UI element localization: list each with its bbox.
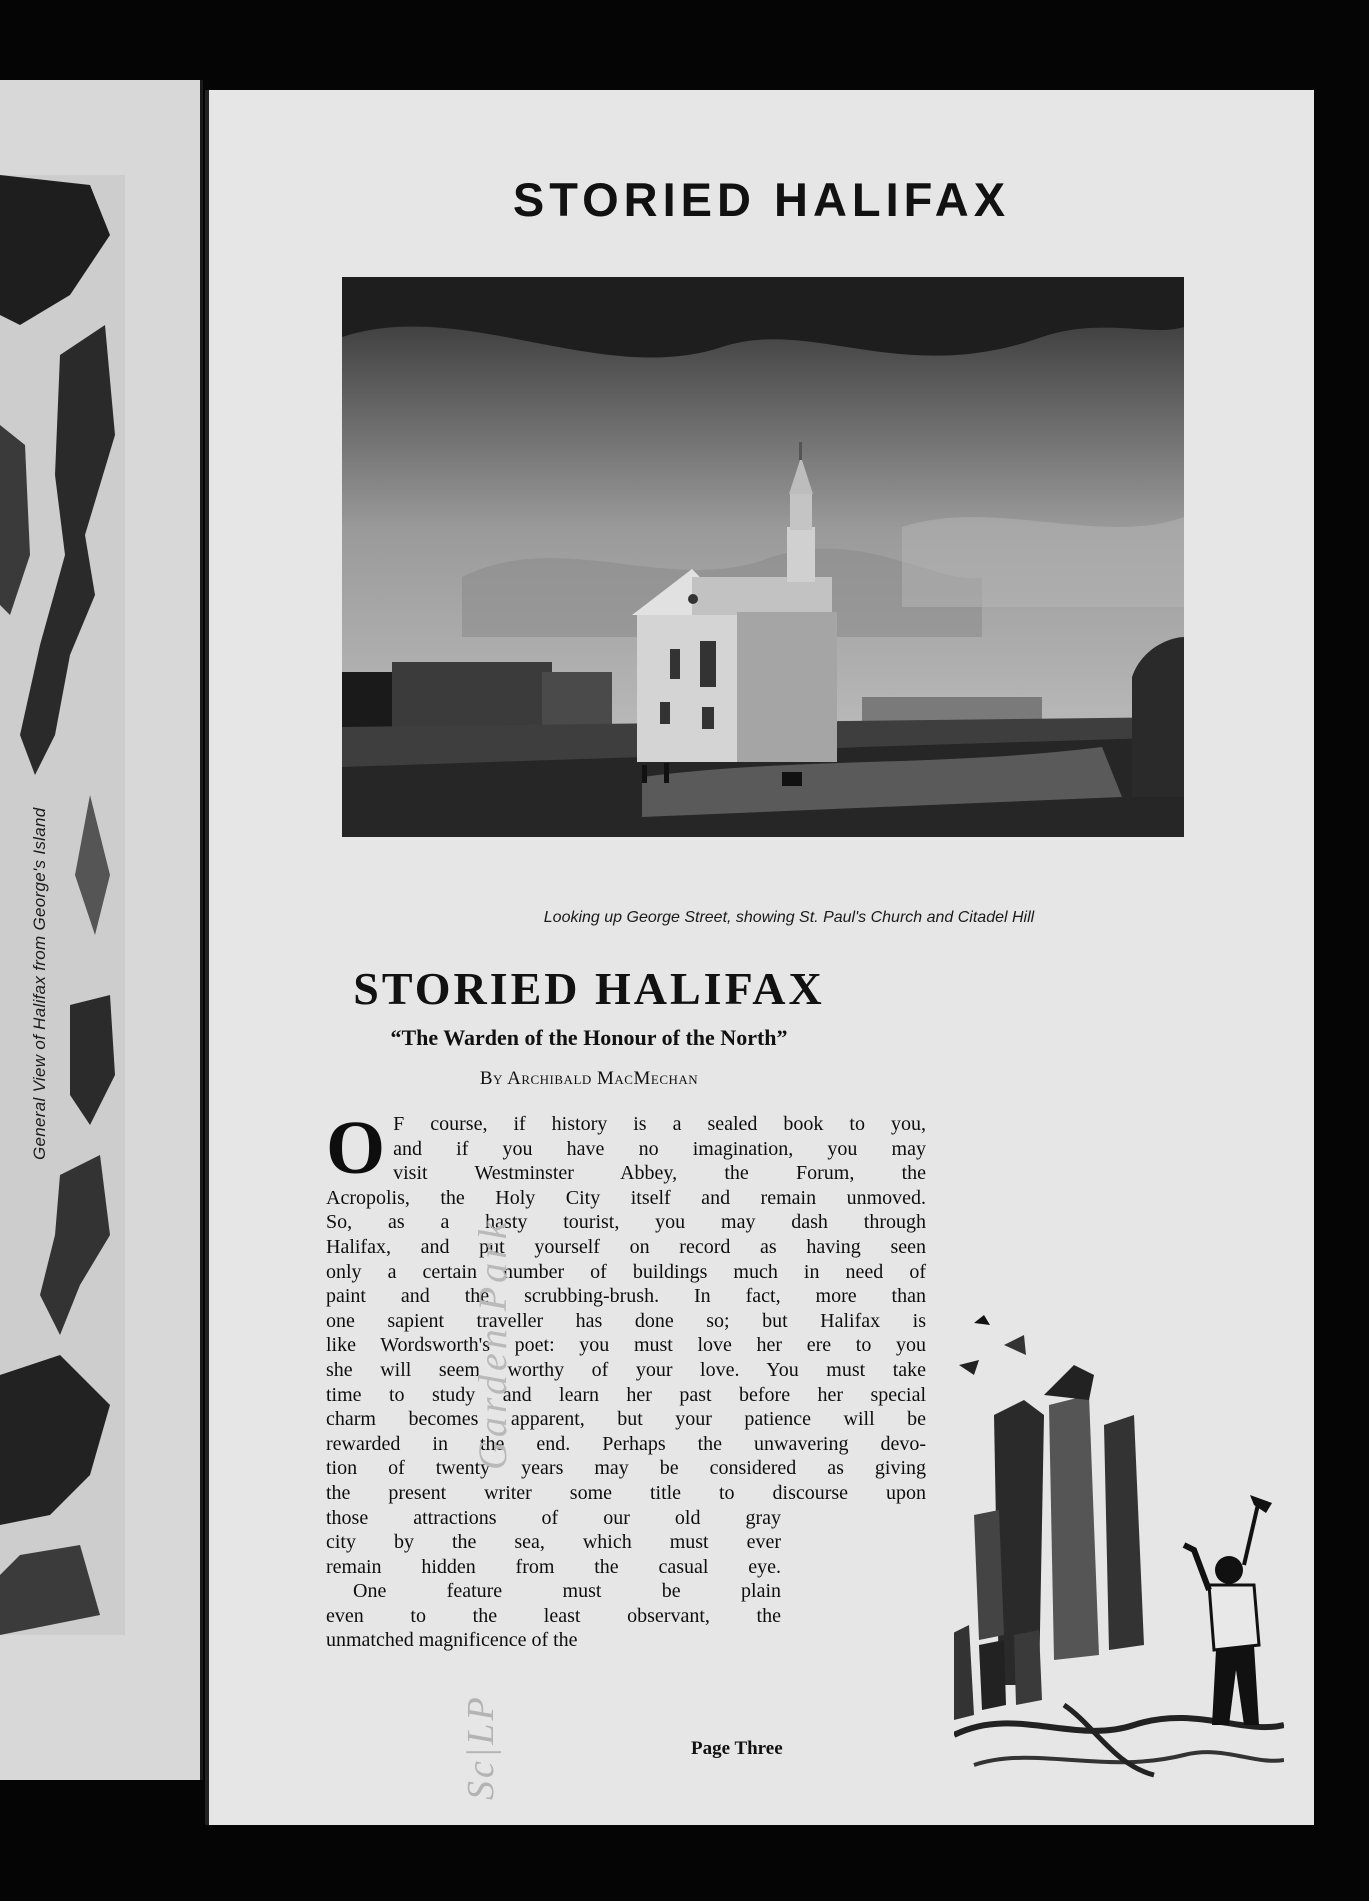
- drop-cap: O: [326, 1106, 386, 1190]
- body-line: charm becomes apparent, but your patience will be: [326, 1408, 926, 1431]
- body-line: tion of twenty years may be considered as giving: [326, 1457, 926, 1480]
- body-line: she will seem worthy of your love. You must take: [326, 1358, 926, 1381]
- body-line: Acropolis, the Holy City itself and remain unmoved.: [326, 1186, 926, 1209]
- body-line: one sapient traveller has done so; but Halifax is: [326, 1309, 926, 1332]
- article-title: STORIED HALIFAX: [353, 963, 825, 1014]
- byline: By Archibald MacMechan: [479, 1068, 699, 1089]
- body-line: visit Westminster Abbey, the Forum, the: [393, 1162, 926, 1185]
- body-line: and if you have no imagination, you may: [393, 1137, 926, 1160]
- body-line: remain hidden from the casual eye.: [326, 1555, 781, 1578]
- body-line: those attractions of our old gray: [326, 1506, 781, 1529]
- article-subtitle: “The Warden of the Honour of the North”: [390, 1025, 788, 1050]
- body-line: Halifax, and put yourself on record as having seen: [326, 1235, 926, 1258]
- body-line: city by the sea, which must ever: [326, 1531, 781, 1554]
- handwritten-shelfmark: Sc|LP: [460, 1694, 502, 1800]
- body-line: F course, if history is a sealed book to you,: [393, 1113, 926, 1135]
- body-line: time to study and learn her past before her special: [326, 1383, 926, 1406]
- body-line: So, as a hasty tourist, you may dash through: [326, 1211, 926, 1234]
- left-page-caption: General View of Halifax from George's Island: [30, 807, 49, 1160]
- body-line: One feature must be plain: [353, 1580, 781, 1603]
- church-illustration: [342, 277, 1184, 837]
- page-number: Page Three: [691, 1738, 783, 1759]
- woodcutter-illustration: [954, 1305, 1284, 1795]
- right-page: [205, 90, 1314, 1825]
- body-line: rewarded in the end. Perhaps the unwavering devo-: [326, 1432, 926, 1455]
- body-line: even to the least observant, the: [326, 1604, 781, 1627]
- body-line: unmatched magnificence of the: [326, 1629, 578, 1652]
- article-body: [326, 1106, 926, 1653]
- body-line: the present writer some title to discourse upon: [326, 1481, 926, 1504]
- running-head: STORIED HALIFAX: [512, 173, 1011, 226]
- left-page-illustration: [0, 175, 125, 1635]
- illustration-caption: Looking up George Street, showing St. Paul's Church and Citadel Hill: [543, 909, 1035, 926]
- body-line: like Wordsworth's poet: you must love her ere to you: [326, 1334, 926, 1357]
- handwritten-note: Garden Park: [470, 1217, 515, 1470]
- body-line: only a certain number of buildings much in need of: [326, 1260, 926, 1283]
- body-line: paint and the scrubbing-brush. In fact, more than: [326, 1285, 926, 1308]
